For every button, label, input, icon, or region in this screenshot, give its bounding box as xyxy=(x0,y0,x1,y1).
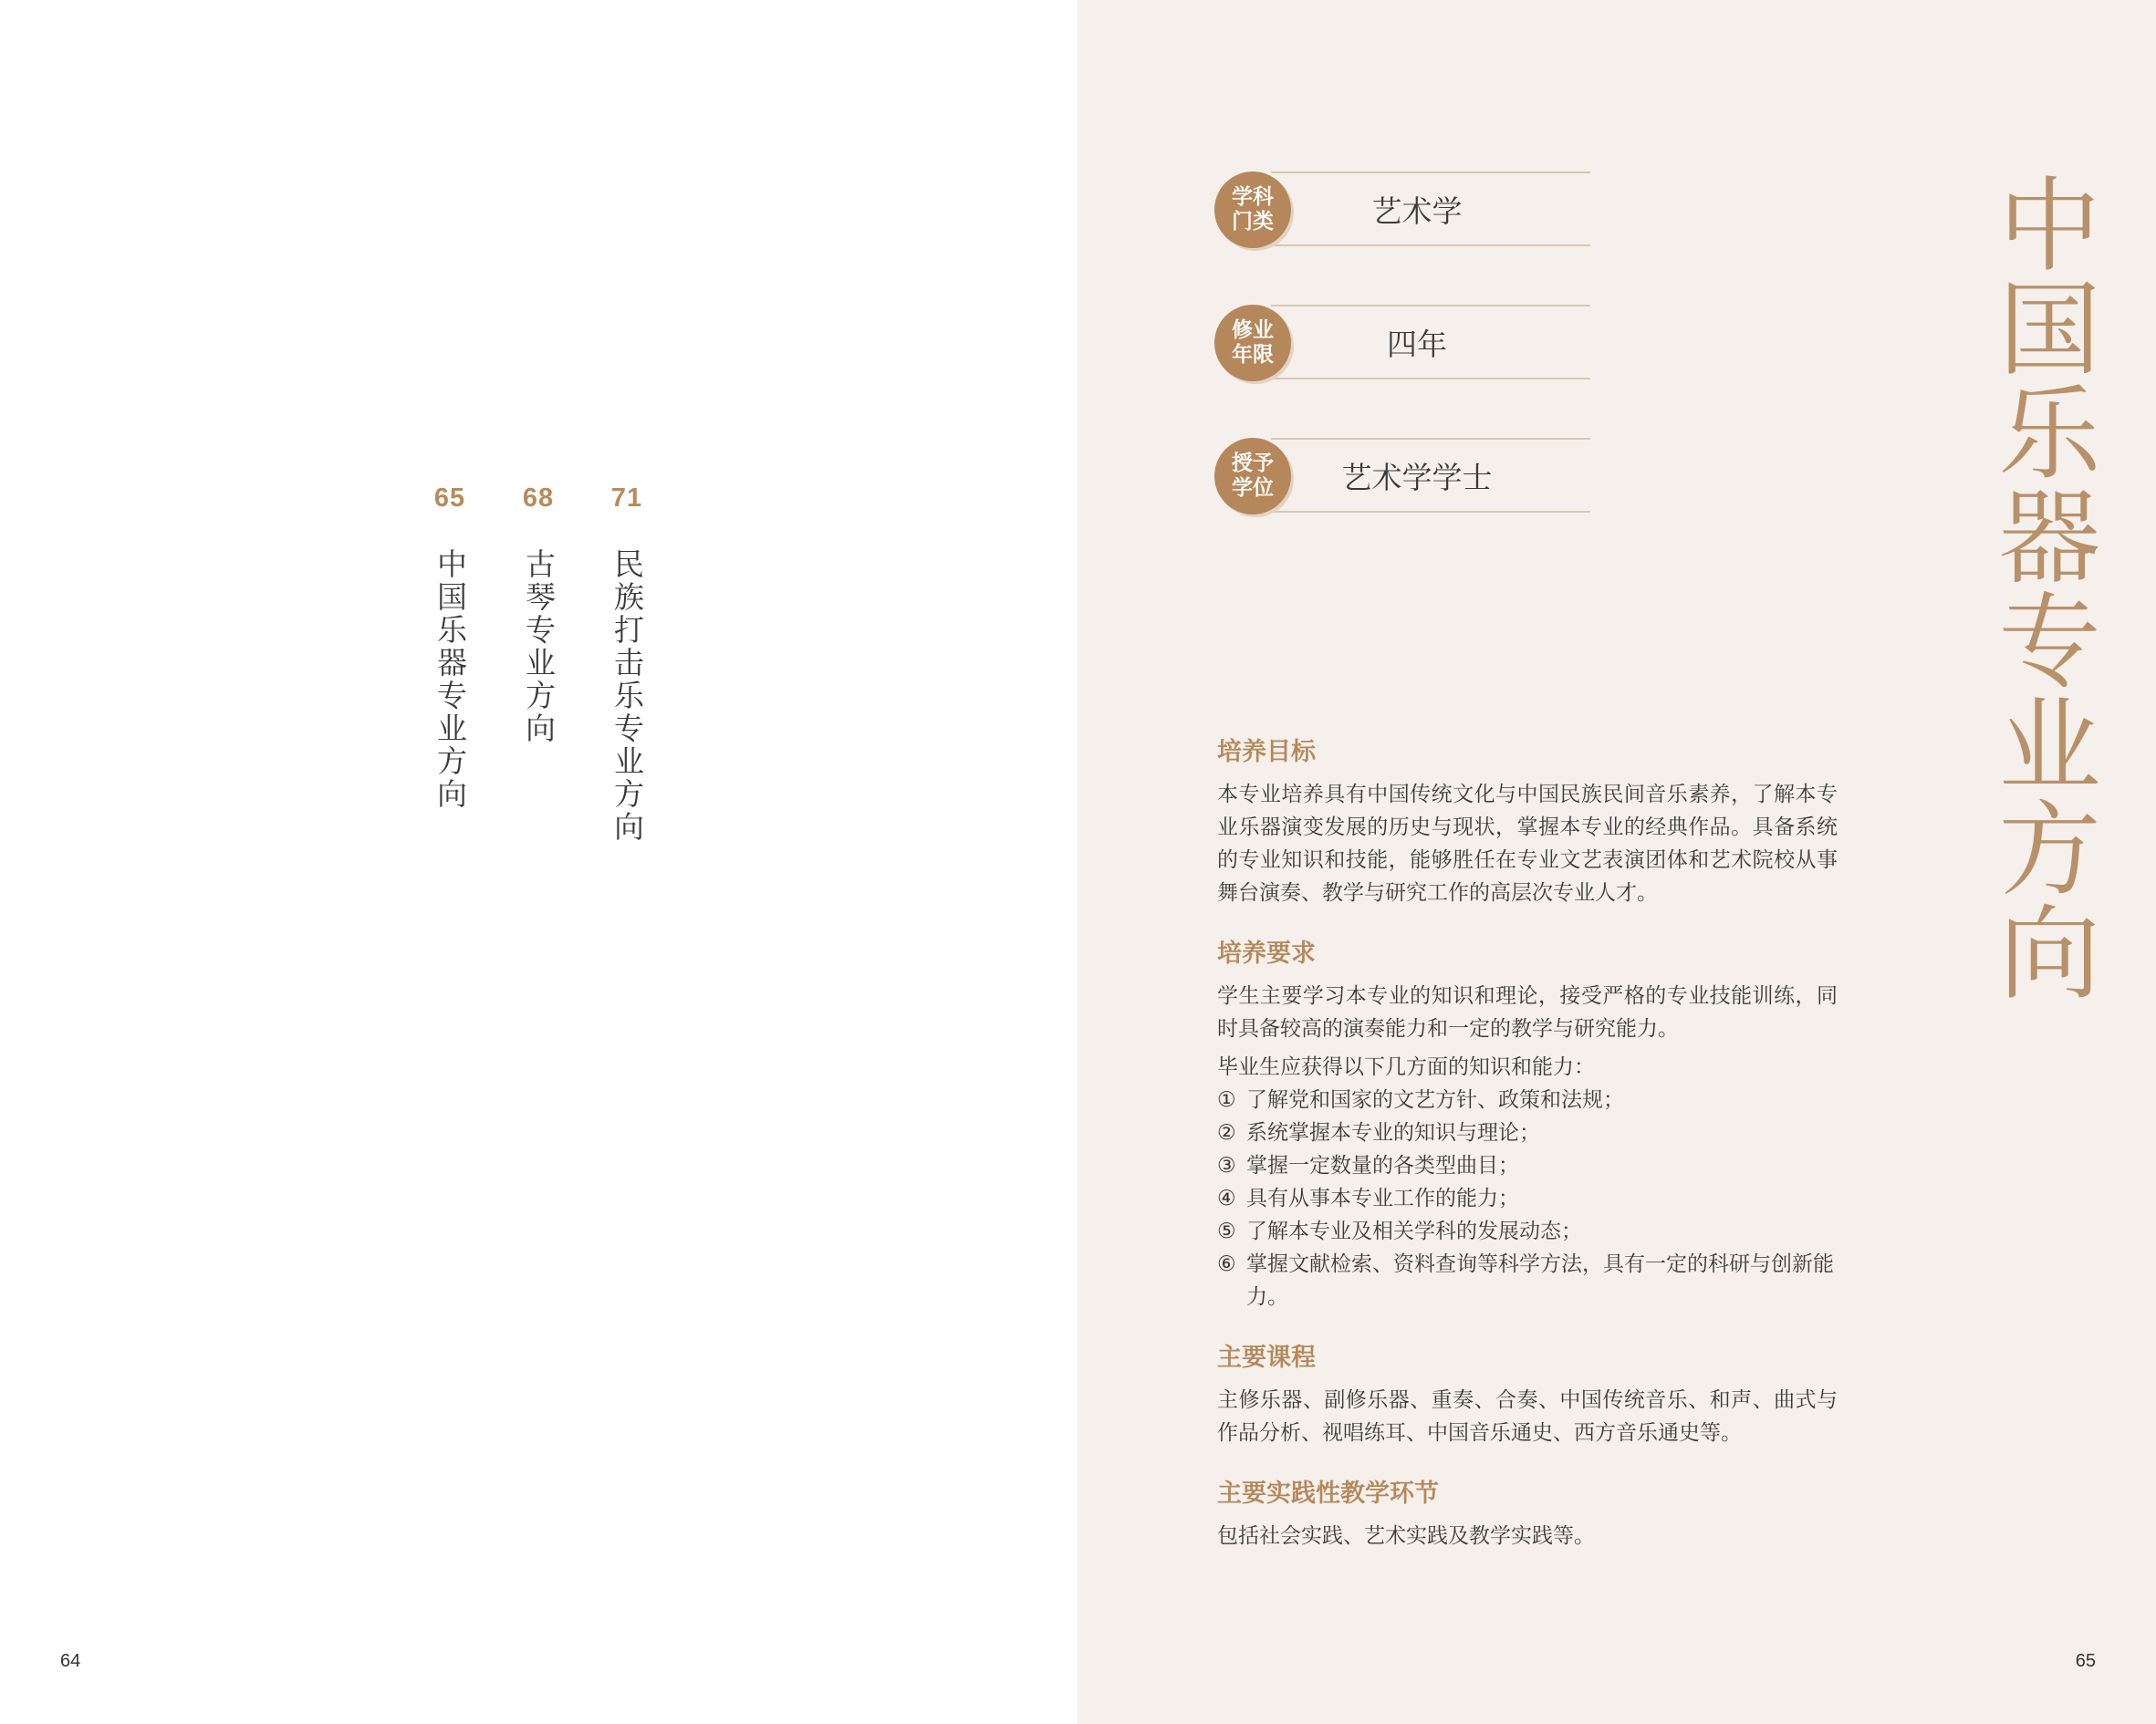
info-value: 艺术学 xyxy=(1371,192,1463,229)
list-text: 掌握一定数量的各类型曲目； xyxy=(1246,1154,1519,1178)
list-marker: ⑤ xyxy=(1217,1220,1236,1243)
list-item xyxy=(1217,1215,1838,1248)
section-heading-courses: 主要课程 xyxy=(1217,1344,1316,1372)
list-item xyxy=(1217,1149,1838,1182)
requirements-intro: 毕业生应获得以下几方面的知识和能力： xyxy=(1217,1055,1595,1079)
list-item xyxy=(1217,1248,1838,1314)
toc-title: 民族打击乐专业方向 xyxy=(609,548,645,844)
info-discipline xyxy=(1214,171,1625,254)
content-body xyxy=(1217,732,1838,1553)
list-marker: ③ xyxy=(1217,1154,1236,1178)
toc-entry[interactable] xyxy=(418,483,482,811)
section-heading-goal: 培养目标 xyxy=(1217,738,1316,766)
list-text: 了解本专业及相关学科的发展动态； xyxy=(1246,1220,1582,1243)
list-marker: ⑥ xyxy=(1217,1252,1236,1276)
toc-page-number: 71 xyxy=(610,483,643,513)
list-marker: ② xyxy=(1217,1121,1236,1145)
info-label-badge: 学科门类 xyxy=(1214,171,1291,248)
info-duration xyxy=(1214,305,1625,387)
toc-entry[interactable] xyxy=(595,483,659,844)
list-text: 掌握文献检索、资料查询等科学方法，具有一定的科研与创新能力。 xyxy=(1246,1252,1834,1309)
section-text-practice: 包括社会实践、艺术实践及教学实践等。 xyxy=(1217,1524,1595,1548)
list-marker: ① xyxy=(1217,1088,1236,1112)
info-label-badge: 授予学位 xyxy=(1214,438,1291,514)
info-label-badge: 修业年限 xyxy=(1214,305,1291,381)
list-item xyxy=(1217,1084,1838,1116)
info-value: 四年 xyxy=(1387,326,1447,362)
list-text: 了解党和国家的文艺方针、政策和法规； xyxy=(1246,1088,1624,1112)
page-title: 中国乐器专业方向 xyxy=(1982,171,2100,1003)
toc-title: 古琴专业方向 xyxy=(521,548,557,745)
list-marker: ④ xyxy=(1217,1187,1236,1210)
list-item xyxy=(1217,1182,1838,1215)
toc-title: 中国乐器专业方向 xyxy=(432,548,468,811)
right-page xyxy=(1078,0,2156,1724)
info-value: 艺术学学士 xyxy=(1341,459,1493,495)
list-text: 系统掌握本专业的知识与理论； xyxy=(1246,1121,1540,1145)
section-heading-requirements: 培养要求 xyxy=(1217,940,1316,968)
list-item xyxy=(1217,1116,1838,1149)
toc-page-number: 68 xyxy=(522,483,555,513)
info-degree xyxy=(1214,438,1625,520)
section-text-requirements: 学生主要学习本专业的知识和理论，接受严格的专业技能训练，同时具备较高的演奏能力和一定的教学与研究能力。 xyxy=(1217,984,1838,1041)
page-number-right: 65 xyxy=(2075,1651,2096,1671)
section-text-courses: 主修乐器、副修乐器、重奏、合奏、中国传统音乐、和声、曲式与作品分析、视唱练耳、中国音乐通史、西方音乐通史等。 xyxy=(1217,1388,1838,1445)
page-number-left: 64 xyxy=(60,1651,81,1671)
section-heading-practice: 主要实践性教学环节 xyxy=(1217,1480,1439,1508)
toc-entry[interactable] xyxy=(506,483,570,745)
list-text: 具有从事本专业工作的能力； xyxy=(1246,1187,1519,1210)
toc-page-number: 65 xyxy=(433,483,466,513)
section-text-goal: 本专业培养具有中国传统文化与中国民族民间音乐素养，了解本专业乐器演变发展的历史与现状，掌握本专业的经典作品。具备系统的专业知识和技能，能够胜任在专业文艺表演团体和艺术院校从事舞台演奏、教学与研究工作的高层次专业人才。 xyxy=(1217,783,1838,905)
